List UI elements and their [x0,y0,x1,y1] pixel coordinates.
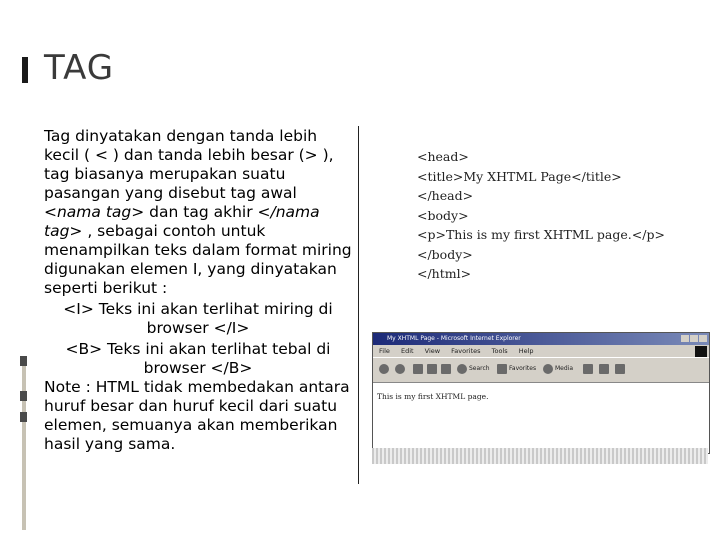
rule-tick [20,391,27,401]
bold-example: <B> Teks ini akan terlihat tebal di browser </B> [65,340,331,377]
code-sample [417,147,665,284]
italic-example: <I> Teks ini akan terlihat miring di browser </I> [63,300,333,337]
intro-paragraph [44,127,352,298]
note-paragraph: Note : HTML tidak membedakan antara huruf besar dan huruf kecil dari suatu elemen, semuanya akan memberikan hasil yang sama. [44,378,350,453]
code-line: <p>This is my first XHTML page.</p> [417,227,665,242]
intro-text-2: dan tag akhir [144,203,258,221]
rule-tick [20,356,27,366]
mail-icon [599,364,609,374]
code-line: <head> [417,149,469,164]
intro-text-3: , sebagai contoh untuk menampilkan teks dalam format miring digunakan elemen I, yang dinyatakan seperti berikut : [44,222,352,297]
code-line: <body> [417,207,469,223]
title-accent-bar [22,57,28,83]
close-icon [699,335,707,342]
menu-favorites: Favorites [451,347,481,355]
intro-text: Tag dinyatakan dengan tanda lebih kecil ( < ) dan tanda lebih besar (> ), tag biasanya merupakan suatu pasangan yang disebut tag awal [44,127,334,202]
search-label: Search [469,365,490,372]
media-label: Media [555,365,574,372]
back-icon [379,364,389,374]
browser-title-bar [373,333,709,345]
refresh-icon [427,364,437,374]
code-line: <title>My XHTML Page</title> [417,168,622,184]
menu-edit: Edit [400,347,414,355]
menu-view: View [424,347,441,355]
favorites-label: Favorites [509,365,537,372]
slide-body [44,127,352,454]
search-icon [457,364,467,374]
minimize-icon [681,335,689,342]
menu-help: Help [518,347,534,355]
browser-window-title: My XHTML Page - Microsoft Internet Explorer [387,335,521,342]
slide-title: TAG [44,48,115,88]
browser-menu-bar [373,345,709,357]
browser-status-strip [372,448,708,464]
rule-tick [20,412,27,422]
menu-tools: Tools [491,347,508,355]
print-icon [615,364,625,374]
browser-screenshot [372,332,710,454]
forward-icon [395,364,405,374]
left-accent-rule [22,356,26,530]
code-line: </body> [417,246,473,262]
browser-toolbar [373,357,709,383]
tag-akhir-example: </nama tag> [44,203,320,240]
code-line: </head> [417,188,474,203]
column-divider [358,126,359,484]
menu-file: File [379,347,390,355]
home-icon [441,364,451,374]
media-icon [543,364,553,374]
history-icon [583,364,593,374]
code-line: </html> [417,266,472,281]
stop-icon [413,364,423,374]
tag-awal-example: <nama tag> [44,203,145,221]
maximize-icon [690,335,698,342]
favorites-icon [497,364,507,374]
browser-content: This is my first XHTML page. [377,392,489,401]
